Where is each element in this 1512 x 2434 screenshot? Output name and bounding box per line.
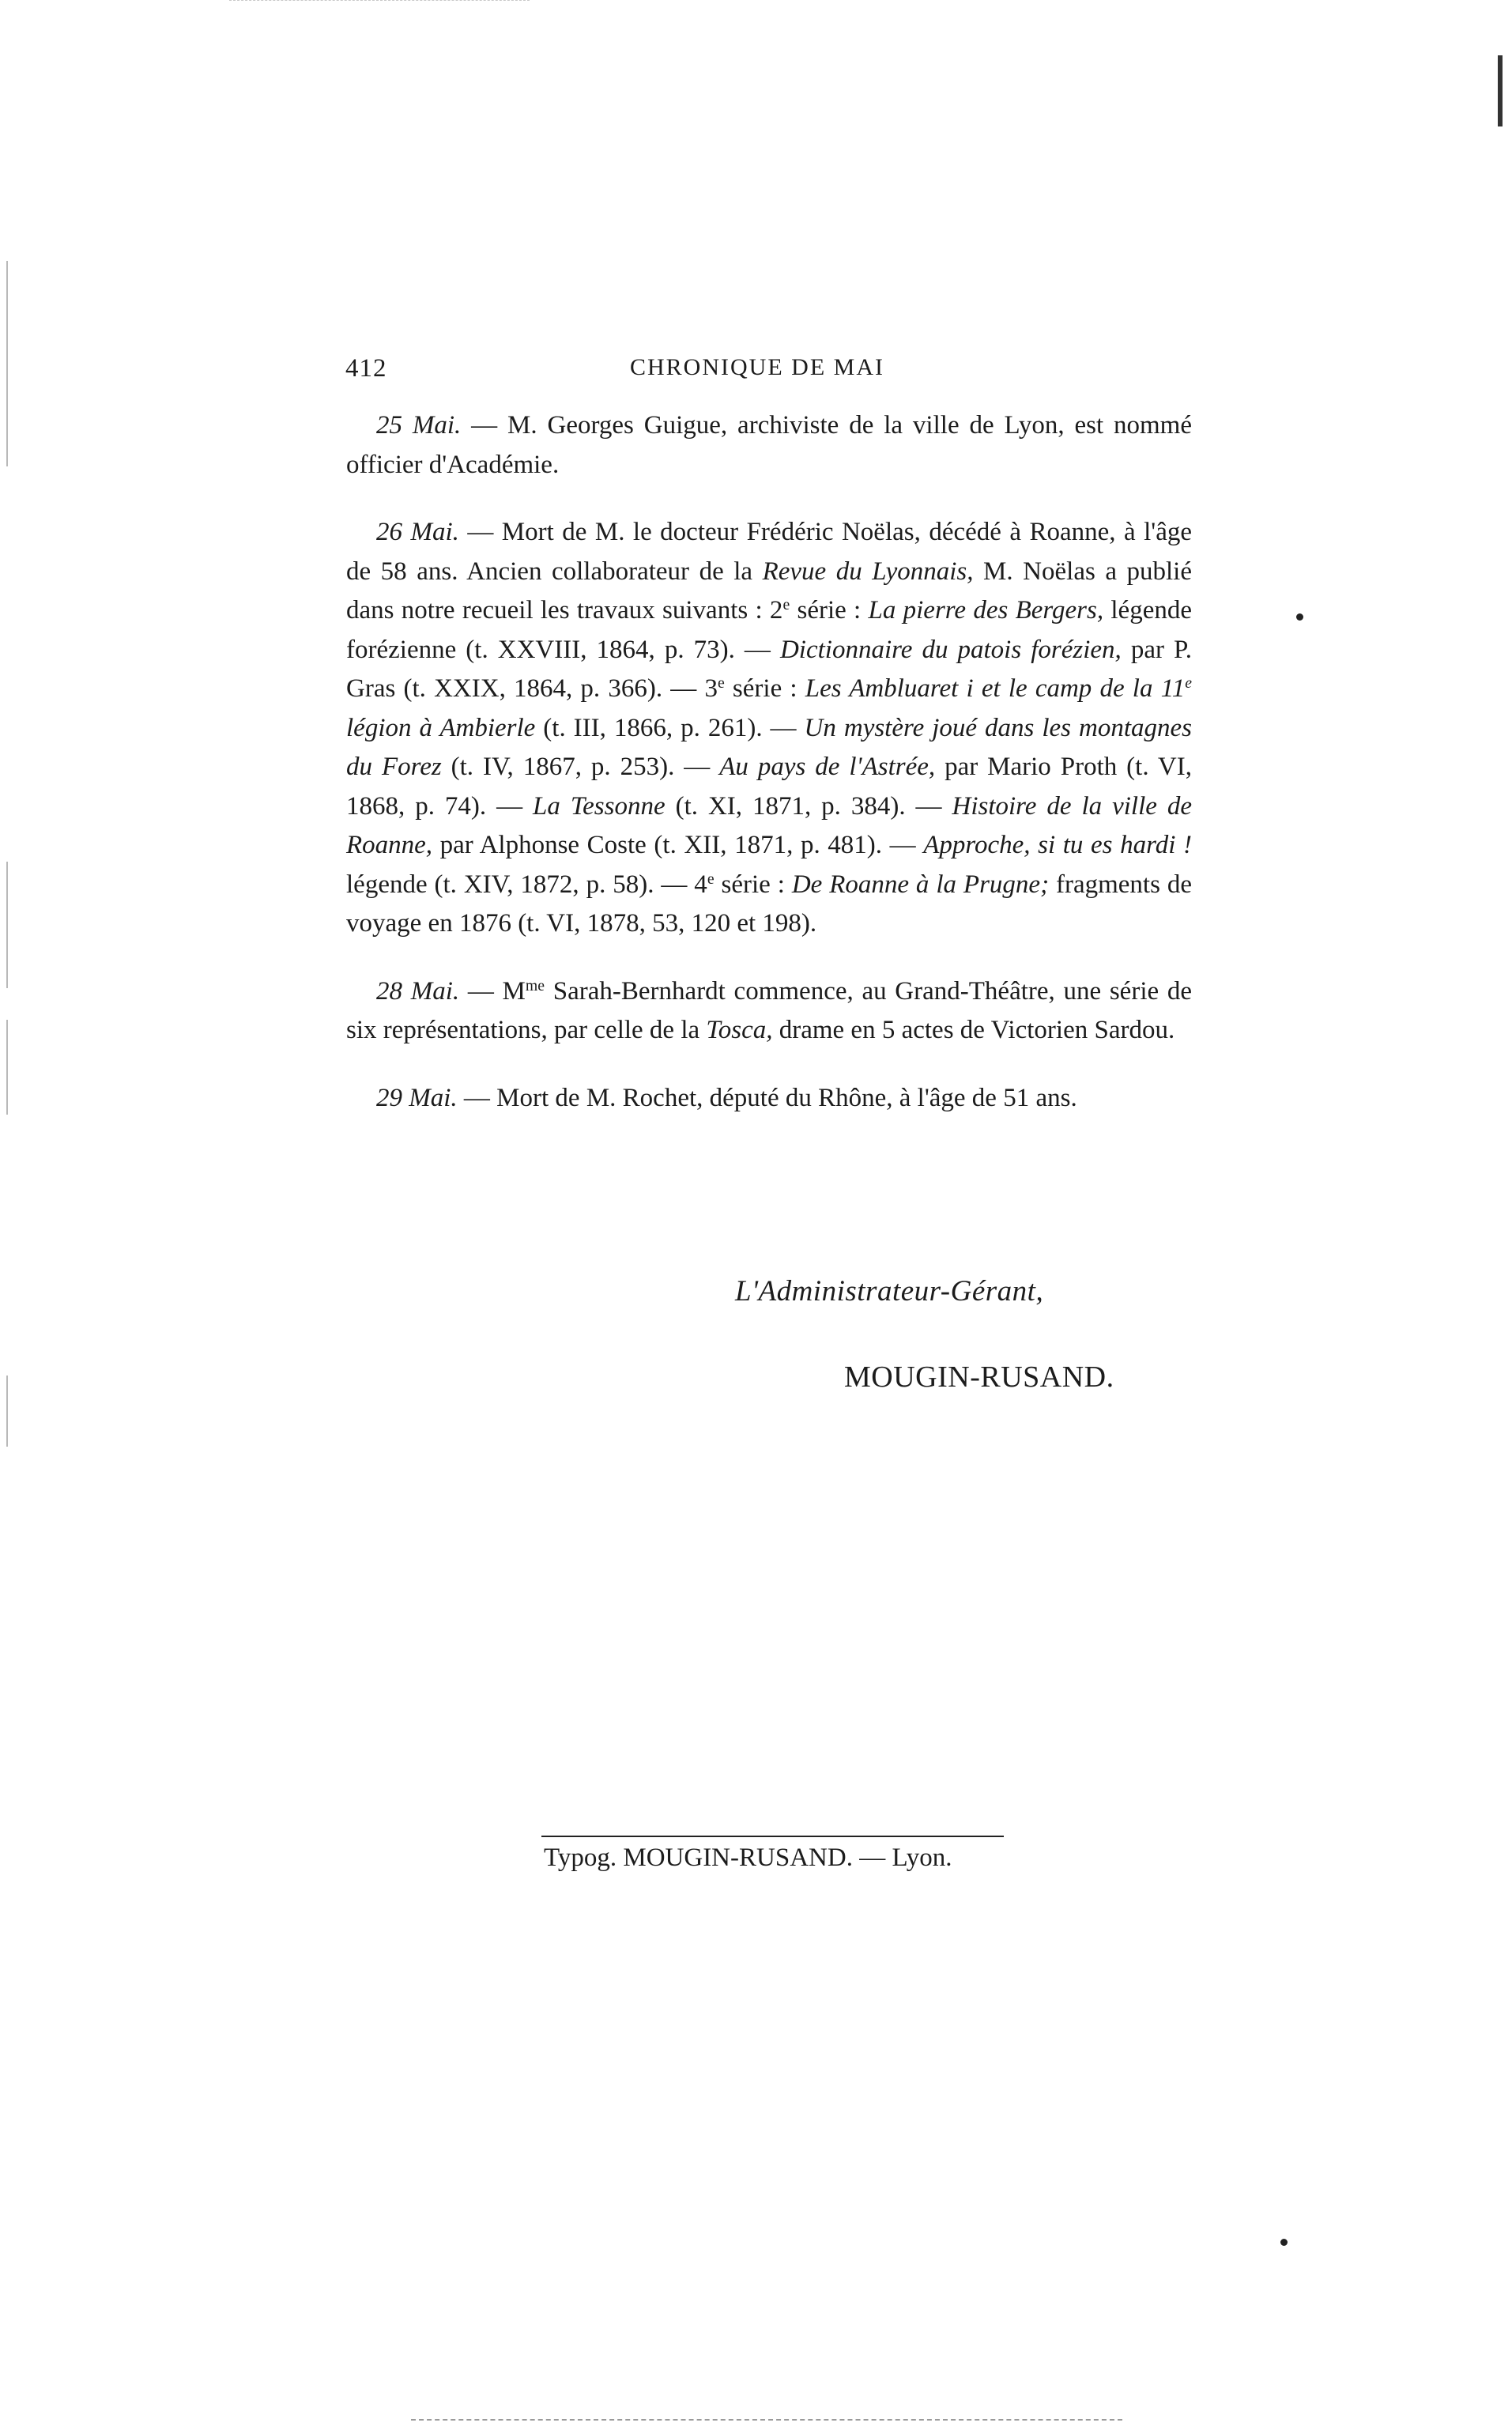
work-title: Histoire de la ville de Roanne,	[346, 791, 1192, 859]
chronicle-body	[346, 406, 1192, 1118]
entry-text: série :	[790, 596, 869, 625]
entry-text: Sarah-Bernhardt commence, au Grand-Théâtre, une série de six représentations, par celle de la	[346, 976, 1192, 1044]
entry-text: série :	[714, 870, 792, 899]
entry-text: par P. Gras (t. XXIX, 1864, p. 366). — 3	[346, 635, 1192, 703]
entry-26-mai	[346, 513, 1192, 944]
entry-25-mai	[346, 406, 1192, 485]
ink-speck	[1280, 2239, 1288, 2246]
entry-date: 26 Mai.	[376, 518, 459, 546]
signature-title: L'Administrateur-Gérant,	[735, 1275, 1044, 1308]
entry-date: 28 Mai.	[376, 976, 460, 1006]
page-number: 412	[345, 354, 387, 383]
entry-text: légende forézienne (t. XXVIII, 1864, p. 73). —	[346, 596, 1192, 664]
entry-text: — M	[459, 976, 526, 1006]
entry-text: légende (t. XIV, 1872, p. 58). — 4	[346, 870, 707, 899]
work-title: Les Ambluaret i et le camp de la 11	[805, 674, 1186, 703]
ordinal-suffix: e	[782, 596, 790, 614]
entry-text: (t. III, 1866, p. 261). —	[535, 713, 805, 742]
work-title: Au pays de l'Astrée,	[719, 753, 936, 781]
entry-text: (t. IV, 1867, p. 253). —	[441, 753, 720, 781]
work-title: La pierre des Bergers,	[868, 596, 1104, 625]
scan-edge-left	[6, 862, 8, 988]
scan-mark-right	[1498, 55, 1503, 126]
entry-28-mai	[346, 972, 1192, 1051]
printer-imprint: Typog. MOUGIN-RUSAND. — Lyon.	[544, 1843, 952, 1872]
scan-noise-bottom	[411, 2419, 1122, 2421]
entry-text: série :	[724, 674, 805, 703]
entry-text: — Mort de M. Rochet, député du Rhône, à l'âge de 51 ans.	[457, 1083, 1077, 1112]
entry-text: M. Noëlas a publié dans notre recueil les travaux suivants : 2	[346, 557, 1192, 625]
ordinal-suffix: e	[1185, 674, 1192, 692]
publication-title: Revue du Lyonnais,	[762, 557, 974, 586]
entry-date: 29 Mai.	[376, 1083, 458, 1112]
work-title: légion à Ambierle	[346, 713, 536, 742]
work-title: Approche, si tu es hardi !	[923, 831, 1192, 859]
work-title: La Tessonne	[533, 791, 666, 821]
work-title: De Roanne à la Prugne;	[791, 870, 1050, 899]
entry-text: par Mario Proth (t. VI, 1868, p. 74). —	[346, 753, 1192, 821]
work-title: Un mystère joué dans les montagnes du Forez	[346, 713, 1192, 781]
page-header	[345, 354, 1191, 389]
ink-speck	[1296, 613, 1303, 621]
running-title: CHRONIQUE DE MAI	[630, 354, 884, 380]
scan-edge-left	[6, 1375, 8, 1447]
entry-date: 25 Mai.	[376, 411, 462, 440]
entry-29-mai	[346, 1079, 1192, 1119]
entry-text: — Mort de M. le docteur Frédéric Noëlas, décédé à Roanne, à l'âge de 58 ans. Ancien collaborateur de la	[346, 518, 1192, 586]
entry-text: (t. XI, 1871, p. 384). —	[665, 791, 952, 821]
ordinal-suffix: e	[707, 870, 715, 888]
entry-text: drame en 5 actes de Victorien Sardou.	[772, 1016, 1175, 1044]
scan-noise-top	[229, 0, 530, 1]
entry-text: par Alphonse Coste (t. XII, 1871, p. 481). —	[432, 831, 924, 859]
signature-name: MOUGIN-RUSAND.	[844, 1360, 1114, 1394]
work-title: Dictionnaire du patois forézien,	[779, 635, 1122, 664]
ordinal-suffix: e	[717, 674, 725, 692]
scan-edge-left	[6, 1020, 8, 1115]
entry-text: — M. Georges Guigue, archiviste de la ville de Lyon, est nommé officier d'Académie.	[346, 411, 1192, 479]
entry-text: fragments de voyage en 1876 (t. VI, 1878, 53, 120 et 198).	[346, 870, 1192, 938]
footer-rule	[541, 1836, 1004, 1837]
work-title: Tosca,	[706, 1016, 773, 1044]
title-suffix: me	[525, 976, 545, 994]
scan-edge-left	[6, 261, 8, 466]
